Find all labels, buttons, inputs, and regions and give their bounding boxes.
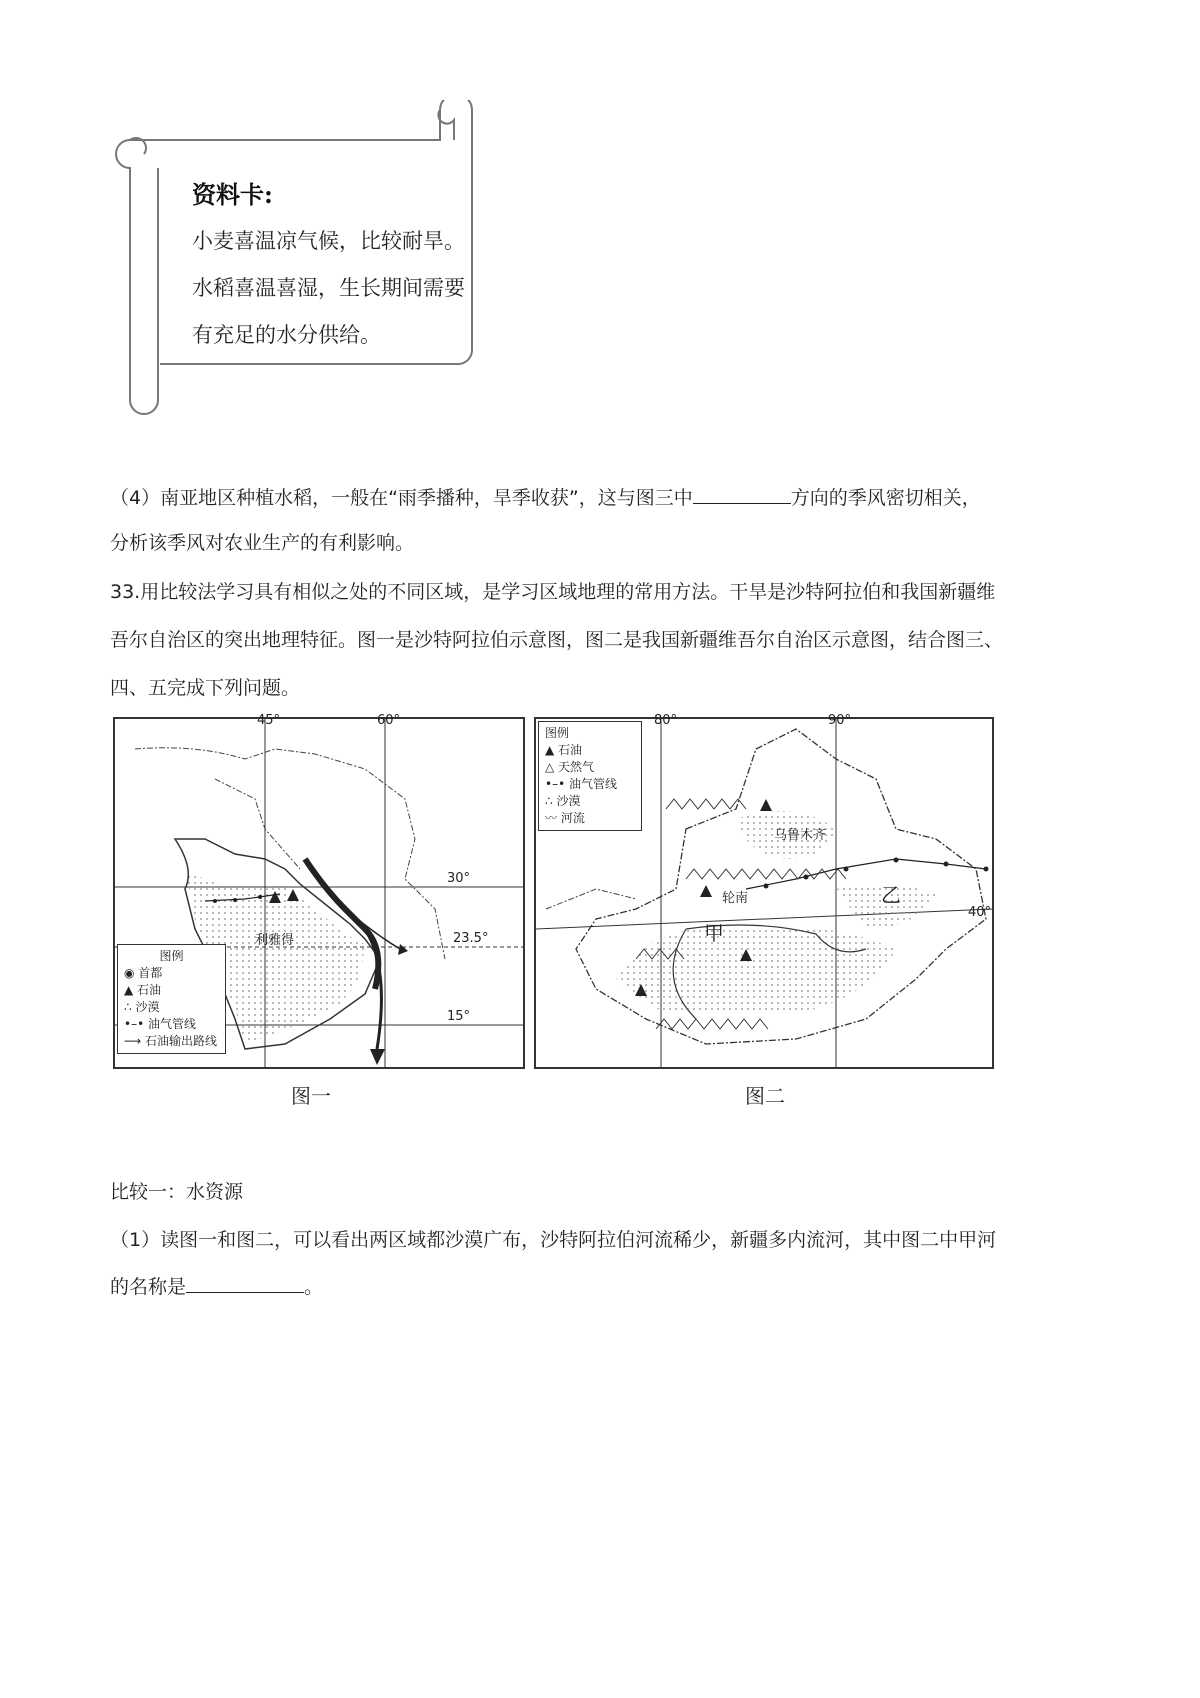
compare-q1-line1: （1）读图一和图二，可以看出两区域都沙漠广布，沙特阿拉伯河流稀少，新疆多内流河，其中图二中甲河 (110, 1229, 997, 1251)
compare-q1-line2 (110, 1268, 323, 1306)
map2-legend-river: 〰 河流 (545, 811, 585, 825)
desert-icon: ∴ (124, 1000, 136, 1014)
map1-legend-title: 图例 (159, 949, 184, 963)
map1-legend (117, 944, 226, 1054)
scroll-card-frame (110, 100, 505, 435)
card-line-1: 小麦喜温凉气候，比较耐旱。 (192, 229, 465, 253)
map2-legend-oil: ▲ 石油 (545, 743, 583, 757)
q4-answer-blank[interactable] (693, 483, 791, 504)
q4-line1-end: 方向的季风密切相关， (790, 487, 981, 509)
gas-icon: △ (545, 760, 559, 774)
q33-line2: 吾尔自治区的突出地理特征。图一是沙特阿拉伯示意图，图二是我国新疆维吾尔自治区示意图，结合图三、 (110, 629, 1004, 651)
map1-lat-23-5: 23.5° (453, 931, 489, 946)
map2-place-yi: 乙 (881, 883, 901, 907)
map1-legend-oil: ▲ 石油 (124, 983, 162, 997)
map2-lon-90: 90° (828, 713, 852, 728)
map2-lat-40: 40° (968, 905, 992, 920)
map2-river-jia: 甲 (704, 921, 724, 945)
map2-legend-title: 图例 (545, 726, 570, 740)
capital-icon: ◉ (124, 966, 139, 980)
map2-lon-80: 80° (654, 713, 678, 728)
map2-caption: 图二 (745, 1084, 785, 1108)
desert-icon: ∴ (545, 794, 557, 808)
map1-legend-capital: ◉ 首都 (124, 966, 163, 980)
map1-lon-60: 60° (377, 713, 401, 728)
map2-legend-gas: △ 天然气 (545, 760, 595, 774)
compare-q1-answer-blank[interactable] (186, 1272, 304, 1293)
map2-place-urumqi: 乌鲁木齐 (774, 828, 827, 843)
pipeline-icon: •–• (124, 1017, 148, 1031)
map1-lat-15: 15° (447, 1009, 471, 1024)
pipeline-icon: •–• (545, 777, 569, 791)
card-title: 资料卡: (192, 180, 273, 209)
map2-legend (538, 721, 642, 831)
map1-lon-45: 45° (257, 713, 281, 728)
q33-line1: 33.用比较法学习具有相似之处的不同区域，是学习区域地理的常用方法。干旱是沙特阿拉伯和我国新疆维 (110, 581, 996, 603)
map1-caption: 图一 (291, 1084, 331, 1108)
oil-icon: ▲ (545, 743, 559, 757)
map2-place-lunnan: 轮南 (722, 891, 749, 906)
arrow-icon: ⟶ (124, 1034, 146, 1048)
map2-legend-desert: ∴ 沙漠 (545, 794, 581, 808)
map-saudi-arabia (113, 713, 525, 1069)
card-line-3: 有充足的水分供给。 (192, 323, 381, 347)
q4-line1: （4）南亚地区种植水稻，一般在“雨季播种，旱季收获”，这与图三中 (110, 487, 693, 509)
q4-line2: 分析该季风对农业生产的有利影响。 (110, 532, 415, 554)
map1-legend-export: ⟶ 石油输出路线 (124, 1034, 218, 1048)
q33-line3: 四、五完成下列问题。 (110, 677, 301, 699)
compare-q1-end: 。 (304, 1276, 324, 1298)
map-xinjiang (534, 713, 994, 1069)
card-line-2: 水稻喜温喜湿，生长期间需要 (192, 276, 465, 300)
question-4 (110, 479, 1110, 517)
map1-place-riyadh: 利雅得 (255, 933, 295, 948)
map2-legend-pipeline: •–• 油气管线 (545, 777, 617, 791)
compare-heading: 比较一：水资源 (110, 1181, 244, 1203)
compare-q1-prefix: 的名称是 (110, 1276, 187, 1298)
map1-legend-desert: ∴ 沙漠 (124, 1000, 160, 1014)
oil-icon: ▲ (124, 983, 138, 997)
river-icon: 〰 (545, 811, 561, 825)
map1-lat-30: 30° (447, 871, 471, 886)
map1-legend-pipeline: •–• 油气管线 (124, 1017, 196, 1031)
